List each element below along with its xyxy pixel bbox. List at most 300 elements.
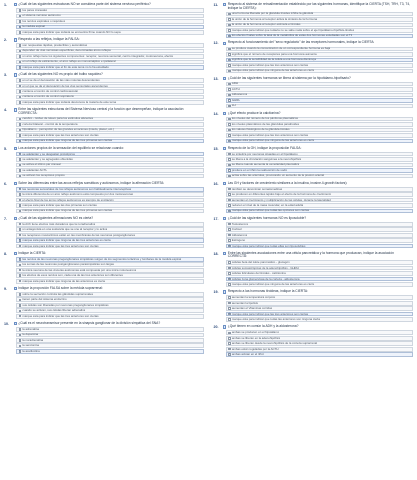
- checkbox-icon[interactable]: [228, 348, 231, 351]
- checkbox-icon[interactable]: [228, 318, 231, 321]
- answer-option[interactable]: [226, 312, 414, 317]
- answer-option-label: el efecto final de los arcos reflejos autónomos es siempre de excitación: [22, 198, 114, 202]
- answer-option[interactable]: [16, 84, 204, 89]
- answer-option-label: se libera a la circulación sanguínea a la neurohipófisis: [231, 158, 302, 161]
- checkbox-icon[interactable]: [228, 332, 231, 335]
- flag-icon[interactable]: [223, 182, 226, 185]
- answer-option-label: la unión de la hormona al receptor estimula el tiroides: [231, 23, 301, 27]
- checked-checkbox-icon[interactable]: ✓: [18, 187, 21, 190]
- question-number: 6.: [4, 181, 7, 186]
- question-text: Los axiones propios de la sensación del equilibrio se relacionan cuando:: [18, 145, 124, 150]
- answer-option[interactable]: [16, 163, 204, 168]
- flag-icon[interactable]: [14, 38, 17, 41]
- checkbox-icon[interactable]: [19, 50, 22, 53]
- checked-checkbox-icon[interactable]: ✓: [228, 98, 231, 102]
- question-text: ¿Cuál de las siguientes hormonas se libera al sistema por la hipotálamo-hipofisario?: [227, 75, 351, 80]
- answer-option[interactable]: [16, 65, 204, 70]
- answer-option-label: LH: [231, 104, 236, 108]
- answer-option[interactable]: [226, 238, 414, 243]
- checked-checkbox-icon[interactable]: ✓: [18, 151, 21, 155]
- answer-option[interactable]: [16, 314, 204, 319]
- checkbox-icon[interactable]: [19, 223, 22, 226]
- answer-option[interactable]: [226, 317, 414, 322]
- answer-option[interactable]: [226, 260, 414, 265]
- answer-option-label: los niveles plasmáticos de las glándulas paratiroides: [231, 122, 300, 126]
- answer-option[interactable]: [226, 301, 414, 306]
- answer-option[interactable]: [16, 95, 204, 100]
- checkbox-icon[interactable]: [19, 61, 22, 64]
- answer-option[interactable]: [226, 69, 414, 74]
- checkbox-icon[interactable]: [19, 123, 22, 126]
- answer-option[interactable]: [226, 233, 414, 238]
- checkbox-icon[interactable]: [228, 193, 231, 196]
- question-header: [214, 217, 414, 221]
- answer-option[interactable]: [16, 279, 204, 284]
- answer-option[interactable]: [16, 174, 204, 179]
- answer-option[interactable]: [16, 203, 204, 208]
- right-column: [214, 3, 414, 360]
- checkbox-icon[interactable]: [19, 315, 22, 318]
- answer-option[interactable]: [16, 273, 204, 278]
- checkbox-icon[interactable]: [228, 272, 231, 275]
- checkbox-icon[interactable]: [228, 261, 231, 264]
- answer-option-label: ambas se producen en el hipotálamo: [231, 331, 280, 335]
- answer-option[interactable]: [16, 168, 204, 173]
- checkbox-icon[interactable]: [19, 204, 22, 207]
- answer-option-label: un arco reflejo tiene los siguientes componentes: receptor, neurona sensorial, centro integrador, motoneurona, efector: [22, 54, 174, 58]
- answer-option[interactable]: [226, 222, 414, 227]
- checkbox-icon[interactable]: [19, 31, 22, 34]
- flag-icon[interactable]: [14, 217, 17, 220]
- answer-option[interactable]: [226, 174, 414, 179]
- answer-option[interactable]: [226, 63, 414, 68]
- answer-option[interactable]: [226, 187, 414, 192]
- checked-checkbox-icon[interactable]: ✓: [18, 65, 21, 69]
- answer-option[interactable]: [16, 25, 204, 30]
- question-number: 5.: [4, 146, 7, 151]
- answer-option-label: las neuronas sensoriales de los reflejos autónomos son habitualmente interoceptivas: [22, 187, 132, 191]
- answer-option-label: marque ésta para indicar que todavía se encuentra firme cuando NO lo sepa: [22, 30, 121, 34]
- answer-option-label: corteza bilateral - control de la temperatura: [22, 122, 78, 126]
- checkbox-icon[interactable]: [228, 223, 231, 226]
- question-block: [214, 147, 414, 179]
- checkbox-icon[interactable]: [19, 85, 22, 88]
- flag-icon[interactable]: [14, 108, 17, 111]
- checkbox-icon[interactable]: [228, 88, 231, 91]
- answer-option-label: marque ésta para indicar que las tres anteriores son ciertas: [231, 133, 309, 137]
- checkbox-icon[interactable]: [19, 199, 22, 202]
- checkbox-icon[interactable]: [19, 193, 22, 196]
- question-block: [214, 217, 414, 249]
- answer-option-label: la serotonina: [22, 344, 39, 348]
- answer-option[interactable]: [226, 306, 414, 311]
- checkbox-icon[interactable]: [228, 239, 231, 242]
- checkbox-icon[interactable]: [19, 274, 22, 277]
- answer-option-label: Estrógeno: [231, 239, 246, 243]
- checkbox-icon[interactable]: [228, 13, 231, 16]
- question-header: [214, 182, 414, 186]
- checkbox-icon[interactable]: [228, 105, 231, 108]
- answer-option[interactable]: [226, 168, 414, 173]
- answer-option[interactable]: [226, 209, 414, 214]
- answer-option[interactable]: [16, 262, 204, 267]
- checkbox-icon[interactable]: [19, 339, 22, 342]
- checked-checkbox-icon[interactable]: ✓: [18, 24, 21, 28]
- checked-checkbox-icon[interactable]: ✓: [228, 138, 231, 142]
- answer-option[interactable]: [16, 303, 204, 308]
- answer-option-label: dependen de vías nerviosas específicas, denominadas arcos reflejos: [22, 49, 111, 53]
- answer-option[interactable]: [226, 98, 414, 103]
- question-header: [214, 112, 414, 116]
- question-block: [4, 38, 204, 70]
- answer-option[interactable]: [16, 152, 204, 157]
- flag-icon[interactable]: [223, 252, 226, 255]
- answer-option[interactable]: [226, 244, 414, 249]
- checkbox-icon[interactable]: [228, 267, 231, 270]
- answer-option[interactable]: [16, 333, 204, 338]
- checkbox-icon[interactable]: [228, 234, 231, 237]
- answer-option-label: marque ésta para indicar que todas ellas son liposolubles: [231, 244, 306, 248]
- question-number: 3.: [4, 73, 7, 78]
- checkbox-icon[interactable]: [19, 15, 22, 18]
- answer-option[interactable]: [16, 227, 204, 232]
- answer-option[interactable]: [226, 266, 414, 271]
- checkbox-icon[interactable]: [19, 228, 22, 231]
- checkbox-icon[interactable]: [228, 158, 231, 161]
- answer-option[interactable]: [226, 122, 414, 127]
- answer-option[interactable]: [16, 139, 204, 144]
- flag-icon[interactable]: [14, 147, 17, 150]
- answer-option[interactable]: [226, 341, 414, 346]
- flag-icon[interactable]: [223, 290, 226, 293]
- answer-option[interactable]: [16, 133, 204, 138]
- answer-option-label: la acetilcolina: [22, 349, 40, 353]
- checkbox-icon[interactable]: [19, 304, 22, 307]
- answer-option[interactable]: [226, 47, 414, 52]
- answer-option[interactable]: [226, 28, 414, 33]
- answer-option[interactable]: [226, 82, 414, 87]
- flag-icon[interactable]: [223, 325, 226, 328]
- answer-option-label: marque ésta para indicar que las dos primeras son ciertas: [22, 204, 97, 207]
- flag-icon[interactable]: [223, 147, 226, 150]
- answer-option-label: marque ésta para indicar que ninguna de las tres primeras son ciertas: [22, 209, 113, 213]
- answer-option[interactable]: [16, 268, 204, 273]
- question-header: [4, 108, 204, 116]
- answer-option[interactable]: [226, 336, 414, 341]
- answer-option[interactable]: [226, 198, 414, 203]
- question-text: Entre las siguientes estructuras del Sistema Nervioso central y la función que desempeñan, indique la asociación CORRECTA:: [18, 107, 184, 115]
- answer-option[interactable]: [16, 157, 204, 162]
- flag-icon[interactable]: [223, 112, 226, 115]
- checkbox-icon[interactable]: [228, 342, 231, 345]
- checkbox-icon[interactable]: [19, 175, 22, 178]
- answer-option-label: Aldosterona: [231, 93, 248, 97]
- answer-option[interactable]: [16, 8, 204, 13]
- answer-option[interactable]: [226, 117, 414, 122]
- checkbox-icon[interactable]: [19, 169, 22, 172]
- question-header: [214, 147, 414, 151]
- answer-option[interactable]: [16, 209, 204, 214]
- answer-option-label: GHRH: [231, 98, 241, 102]
- answer-option[interactable]: [16, 349, 204, 354]
- answer-option[interactable]: [226, 133, 414, 138]
- question-number: 14.: [213, 111, 219, 116]
- answer-option[interactable]: [226, 295, 414, 300]
- question-text: Indique la CIERTA:: [18, 250, 47, 255]
- answer-option[interactable]: [226, 87, 414, 92]
- checkbox-icon[interactable]: [19, 164, 22, 167]
- checkbox-icon[interactable]: [19, 55, 22, 58]
- answer-option[interactable]: [226, 277, 414, 282]
- checkbox-icon[interactable]: [19, 264, 22, 267]
- answer-option[interactable]: [226, 163, 414, 168]
- checkbox-icon[interactable]: [19, 129, 22, 132]
- answer-option[interactable]: [226, 347, 414, 352]
- flag-icon[interactable]: [223, 217, 226, 220]
- flag-icon[interactable]: [14, 3, 17, 6]
- answer-option[interactable]: [226, 330, 414, 335]
- answer-option-label: los nervios espinales o raquídeos: [22, 19, 66, 23]
- answer-option[interactable]: [226, 352, 414, 357]
- answer-option[interactable]: [16, 89, 204, 94]
- question-number: 20.: [213, 325, 219, 330]
- checkbox-icon[interactable]: [228, 188, 231, 191]
- checked-checkbox-icon[interactable]: ✓: [228, 57, 231, 61]
- checkbox-icon[interactable]: [19, 345, 22, 348]
- answer-option-label: los somas de las neuronas postganglionares parasimpáticas son largas: [22, 263, 114, 267]
- answer-option-label: las nervios de las neuronas preganglionares simpáticas surgen de los segmentos torácicos y lumbares de la médula espinal: [22, 257, 182, 261]
- checkbox-icon[interactable]: [19, 20, 22, 23]
- checkbox-icon[interactable]: [228, 283, 231, 286]
- answer-option[interactable]: [16, 43, 204, 48]
- answer-option[interactable]: [226, 12, 414, 17]
- answer-option[interactable]: [16, 297, 204, 302]
- answer-option-label: células somatotrópicas de la adenohipófisis - GHRH: [231, 266, 299, 270]
- question-block: [4, 73, 204, 105]
- answer-option-label: los valores fisiológicos de la glándula tiroides: [231, 128, 290, 132]
- flag-icon[interactable]: [14, 287, 17, 290]
- answer-option[interactable]: [226, 52, 414, 57]
- answer-option-label: marque ésta para indicar que ninguna de las anteriores es cierta: [231, 69, 315, 73]
- answer-option[interactable]: [226, 17, 414, 22]
- checkbox-icon[interactable]: [228, 70, 231, 73]
- answer-option[interactable]: [226, 227, 414, 232]
- question-block: [4, 147, 204, 179]
- checked-checkbox-icon[interactable]: ✓: [228, 243, 231, 247]
- checkbox-icon[interactable]: [228, 123, 231, 126]
- checkbox-icon[interactable]: [228, 307, 231, 310]
- answer-option[interactable]: [226, 104, 414, 109]
- checkbox-icon[interactable]: [19, 79, 22, 82]
- flag-icon[interactable]: [14, 182, 17, 185]
- checkbox-icon[interactable]: [228, 164, 231, 167]
- answer-option-label: ambas se liberan en la adenohipófisis: [231, 336, 281, 340]
- flag-icon[interactable]: [14, 322, 17, 325]
- checkbox-icon[interactable]: [228, 24, 231, 27]
- answer-option-label: se sintetiza por neuronas situadas en el hipotálamo: [231, 152, 298, 156]
- checkbox-icon[interactable]: [228, 18, 231, 21]
- question-block: [214, 182, 414, 214]
- checkbox-icon[interactable]: [228, 129, 231, 132]
- checkbox-icon[interactable]: [228, 296, 231, 299]
- answer-option[interactable]: [16, 117, 204, 122]
- question-block: [214, 3, 414, 38]
- answer-option-label: marque ésta para indicar que el fin de este tema no lo ha estudiado: [22, 65, 109, 69]
- answer-option-label: tienen parte del sistema endocrino: [22, 298, 67, 302]
- answer-option-label: la unión de la hormona al receptor activa la síntesis de la hormona: [231, 17, 318, 21]
- question-number: 15.: [213, 146, 219, 151]
- answer-option[interactable]: [226, 203, 414, 208]
- answer-option[interactable]: [16, 292, 204, 297]
- question-text: Respecto a las hormonas tiroideas, indique la CIERTA:: [227, 289, 309, 294]
- checkbox-icon[interactable]: [19, 96, 22, 99]
- question-text: Respecto a las reflejos, indique la FALSA:: [18, 37, 80, 42]
- checkbox-icon[interactable]: [228, 94, 231, 97]
- checked-checkbox-icon[interactable]: ✓: [228, 208, 231, 212]
- answer-option-label: marque ésta para indicar que las tres anteriores son ciertas: [231, 312, 309, 316]
- checkbox-icon[interactable]: [228, 83, 231, 86]
- flag-icon[interactable]: [223, 3, 226, 6]
- answer-option-label: marque ésta para indicar que ninguna de las anteriores es cierta: [231, 139, 315, 143]
- question-header: [214, 3, 414, 11]
- checkbox-icon[interactable]: [228, 228, 231, 231]
- answer-option[interactable]: [226, 152, 414, 157]
- answer-option-label: marque ésta para indicar que las tres anteriores son ciertas: [22, 133, 99, 137]
- answer-option[interactable]: [16, 19, 204, 24]
- checkbox-icon[interactable]: [19, 299, 22, 302]
- answer-option[interactable]: [16, 78, 204, 83]
- answer-option[interactable]: [226, 192, 414, 197]
- checked-checkbox-icon[interactable]: ✓: [228, 352, 231, 356]
- checkbox-icon[interactable]: [228, 175, 231, 178]
- checked-checkbox-icon[interactable]: ✓: [228, 276, 231, 280]
- answer-option[interactable]: [226, 271, 414, 276]
- checkbox-icon[interactable]: [19, 44, 22, 47]
- answer-option[interactable]: [16, 100, 204, 105]
- answer-option[interactable]: [16, 30, 204, 35]
- answer-option[interactable]: [226, 282, 414, 287]
- question-number: 12.: [213, 41, 219, 46]
- checkbox-icon[interactable]: [19, 269, 22, 272]
- question-block: [214, 325, 414, 357]
- flag-icon[interactable]: [223, 77, 226, 80]
- answer-option[interactable]: [16, 187, 204, 192]
- flag-icon[interactable]: [14, 252, 17, 255]
- question-header: [214, 290, 414, 294]
- answer-option-label: marque ésta para indicar que ninguna de las tres anteriores es cierta: [22, 239, 111, 243]
- answer-option[interactable]: [226, 34, 414, 39]
- flag-icon[interactable]: [223, 42, 226, 45]
- checkbox-icon[interactable]: [19, 245, 22, 248]
- checkbox-icon[interactable]: [228, 204, 231, 207]
- question-number: 18.: [213, 251, 219, 256]
- answer-option[interactable]: [16, 338, 204, 343]
- checkbox-icon[interactable]: [19, 310, 22, 313]
- answer-option-label: sus células son liberadas por neuronas preganglionares simpáticas: [22, 303, 109, 307]
- answer-option[interactable]: [226, 93, 414, 98]
- checkbox-icon[interactable]: [19, 293, 22, 296]
- checked-checkbox-icon[interactable]: ✓: [18, 257, 21, 261]
- checked-checkbox-icon[interactable]: ✓: [18, 349, 21, 353]
- answer-option[interactable]: [16, 244, 204, 249]
- checked-checkbox-icon[interactable]: ✓: [18, 138, 21, 142]
- answer-option[interactable]: [16, 257, 204, 262]
- checkbox-icon[interactable]: [19, 134, 22, 137]
- flag-icon[interactable]: [14, 73, 17, 76]
- question-block: [4, 217, 204, 249]
- checkbox-icon[interactable]: [228, 134, 231, 137]
- answer-option[interactable]: [16, 122, 204, 127]
- question-block: [214, 112, 414, 144]
- answer-option[interactable]: [16, 54, 204, 59]
- checkbox-icon[interactable]: [19, 234, 22, 237]
- answer-option-label: marque ésta para indicar que las tres anteriores son ciertas: [22, 314, 99, 318]
- answer-option[interactable]: [16, 233, 204, 238]
- checkbox-icon[interactable]: [19, 328, 22, 331]
- question-block: [4, 287, 204, 319]
- question-header: [4, 147, 204, 151]
- answer-option[interactable]: [16, 238, 204, 243]
- checkbox-icon[interactable]: [19, 158, 22, 161]
- checkbox-icon[interactable]: [228, 118, 231, 121]
- checkbox-icon[interactable]: [19, 334, 22, 337]
- question-text: ¿Cuál de las siguientes afirmaciones NO es cierta?: [18, 215, 94, 220]
- question-text: ¿Qué efecto produce la calcitonina?: [227, 110, 281, 115]
- answer-option-label: se producen en diferentes tejidos bajo el efecto de la hormona de crecimiento: [231, 193, 332, 197]
- answer-option[interactable]: [226, 157, 414, 162]
- checkbox-icon[interactable]: [228, 53, 231, 56]
- answer-option[interactable]: [226, 23, 414, 28]
- checkbox-icon[interactable]: [19, 210, 22, 213]
- checkbox-icon[interactable]: [19, 118, 22, 121]
- answer-option[interactable]: [16, 60, 204, 65]
- left-column: [4, 3, 204, 360]
- answer-option-label: marque ésta para indicar que las tres anteriores son ciertas: [231, 63, 309, 67]
- answer-option[interactable]: [16, 49, 204, 54]
- checkbox-icon[interactable]: [228, 302, 231, 305]
- checkbox-icon[interactable]: [228, 64, 231, 67]
- answer-option[interactable]: [16, 308, 204, 313]
- checkbox-icon[interactable]: [228, 199, 231, 202]
- answer-option[interactable]: [16, 222, 204, 227]
- answer-option[interactable]: [16, 198, 204, 203]
- answer-option[interactable]: [226, 139, 414, 144]
- checkbox-icon[interactable]: [19, 90, 22, 93]
- answer-option[interactable]: [16, 343, 204, 348]
- checked-checkbox-icon[interactable]: ✓: [228, 311, 231, 315]
- answer-option[interactable]: [16, 327, 204, 332]
- checked-checkbox-icon[interactable]: ✓: [228, 168, 231, 172]
- answer-option[interactable]: [16, 128, 204, 133]
- answer-option-label: los efectos de esos nervios son, cada una de las tres anteriores son diferentes: [22, 274, 123, 278]
- checkbox-icon[interactable]: [228, 153, 231, 156]
- checkbox-icon[interactable]: [228, 29, 231, 32]
- checkbox-icon[interactable]: [19, 9, 22, 12]
- answer-option[interactable]: [226, 58, 414, 63]
- answer-option-label: significa que el número de receptores para una hormona aumenta: [231, 52, 317, 56]
- checkbox-icon[interactable]: [19, 280, 22, 283]
- answer-option-label: significa que la sensibilidad de la célula a una hormona disminuye: [231, 58, 317, 62]
- checked-checkbox-icon[interactable]: ✓: [18, 238, 21, 242]
- checkbox-icon[interactable]: [228, 48, 231, 51]
- answer-option[interactable]: [16, 192, 204, 197]
- question-number: 4.: [4, 108, 7, 113]
- checked-checkbox-icon[interactable]: ✓: [228, 33, 231, 37]
- answer-option[interactable]: [16, 14, 204, 19]
- answer-option[interactable]: [226, 128, 414, 133]
- checkbox-icon[interactable]: [19, 101, 22, 104]
- checkbox-icon[interactable]: [228, 337, 231, 340]
